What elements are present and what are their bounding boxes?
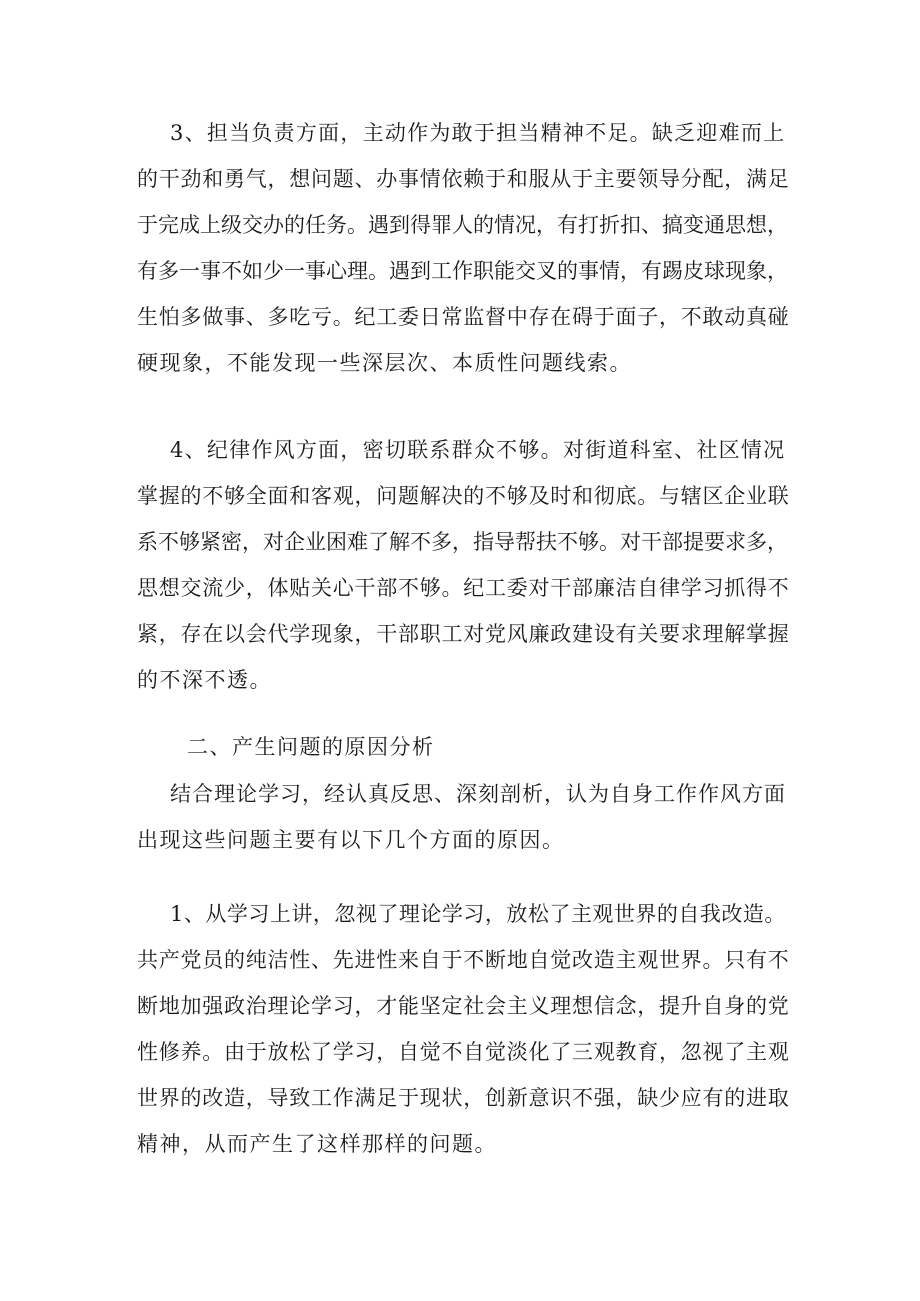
paragraph-4-line-5: 紧，存在以会代学现象，干部职工对党风廉政建设有关要求理解掌握 xyxy=(137,622,790,646)
intro-line-2: 出现这些问题主要有以下几个方面的原因。 xyxy=(137,828,565,852)
paragraph-4-line-4: 思想交流少，体贴关心干部不够。纪工委对干部廉洁自律学习抓得不 xyxy=(137,576,790,600)
paragraph-4-line-1: 4、纪律作风方面，密切联系群众不够。对街道科室、社区情况 xyxy=(170,438,786,462)
section-heading: 二、产生问题的原因分析 xyxy=(187,735,435,759)
paragraph-3-line-2: 的干劲和勇气，想问题、办事情依赖于和服从于主要领导分配，满足 xyxy=(137,167,790,191)
paragraph-3-line-6: 硬现象，不能发现一些深层次、本质性问题线索。 xyxy=(137,351,632,375)
cause-1-line-1: 1、从学习上讲，忽视了理论学习，放松了主观世界的自我改造。 xyxy=(170,902,786,926)
cause-1-line-4: 性修养。由于放松了学习，自觉不自觉淡化了三观教育，忽视了主观 xyxy=(137,1040,790,1064)
paragraph-4-line-2: 掌握的不够全面和客观，问题解决的不够及时和彻底。与辖区企业联 xyxy=(137,484,790,508)
paragraph-3-line-3: 于完成上级交办的任务。遇到得罪人的情况，有打折扣、搞变通思想， xyxy=(137,213,788,237)
cause-1-line-6: 精神，从而产生了这样那样的问题。 xyxy=(137,1132,497,1156)
paragraph-4-line-3: 系不够紧密，对企业困难了解不多，指导帮扶不够。对干部提要求多， xyxy=(137,530,788,554)
cause-1-line-5: 世界的改造，导致工作满足于现状，创新意识不强，缺少应有的进取 xyxy=(137,1086,790,1110)
intro-line-1: 结合理论学习，经认真反思、深刻剖析，认为自身工作作风方面 xyxy=(170,782,786,806)
paragraph-4-line-6: 的不深不透。 xyxy=(137,668,272,692)
cause-1-line-2: 共产党员的纯洁性、先进性来自于不断地自觉改造主观世界。只有不 xyxy=(137,948,790,972)
paragraph-3-line-1: 3、担当负责方面，主动作为敢于担当精神不足。缺乏迎难而上 xyxy=(170,121,786,145)
paragraph-3-line-5: 生怕多做事、多吃亏。纪工委日常监督中存在碍于面子，不敢动真碰 xyxy=(137,305,790,329)
paragraph-3-line-4: 有多一事不如少一事心理。遇到工作职能交叉的事情，有踢皮球现象， xyxy=(137,259,788,283)
cause-1-line-3: 断地加强政治理论学习，才能坚定社会主义理想信念，提升自身的党 xyxy=(137,994,790,1018)
